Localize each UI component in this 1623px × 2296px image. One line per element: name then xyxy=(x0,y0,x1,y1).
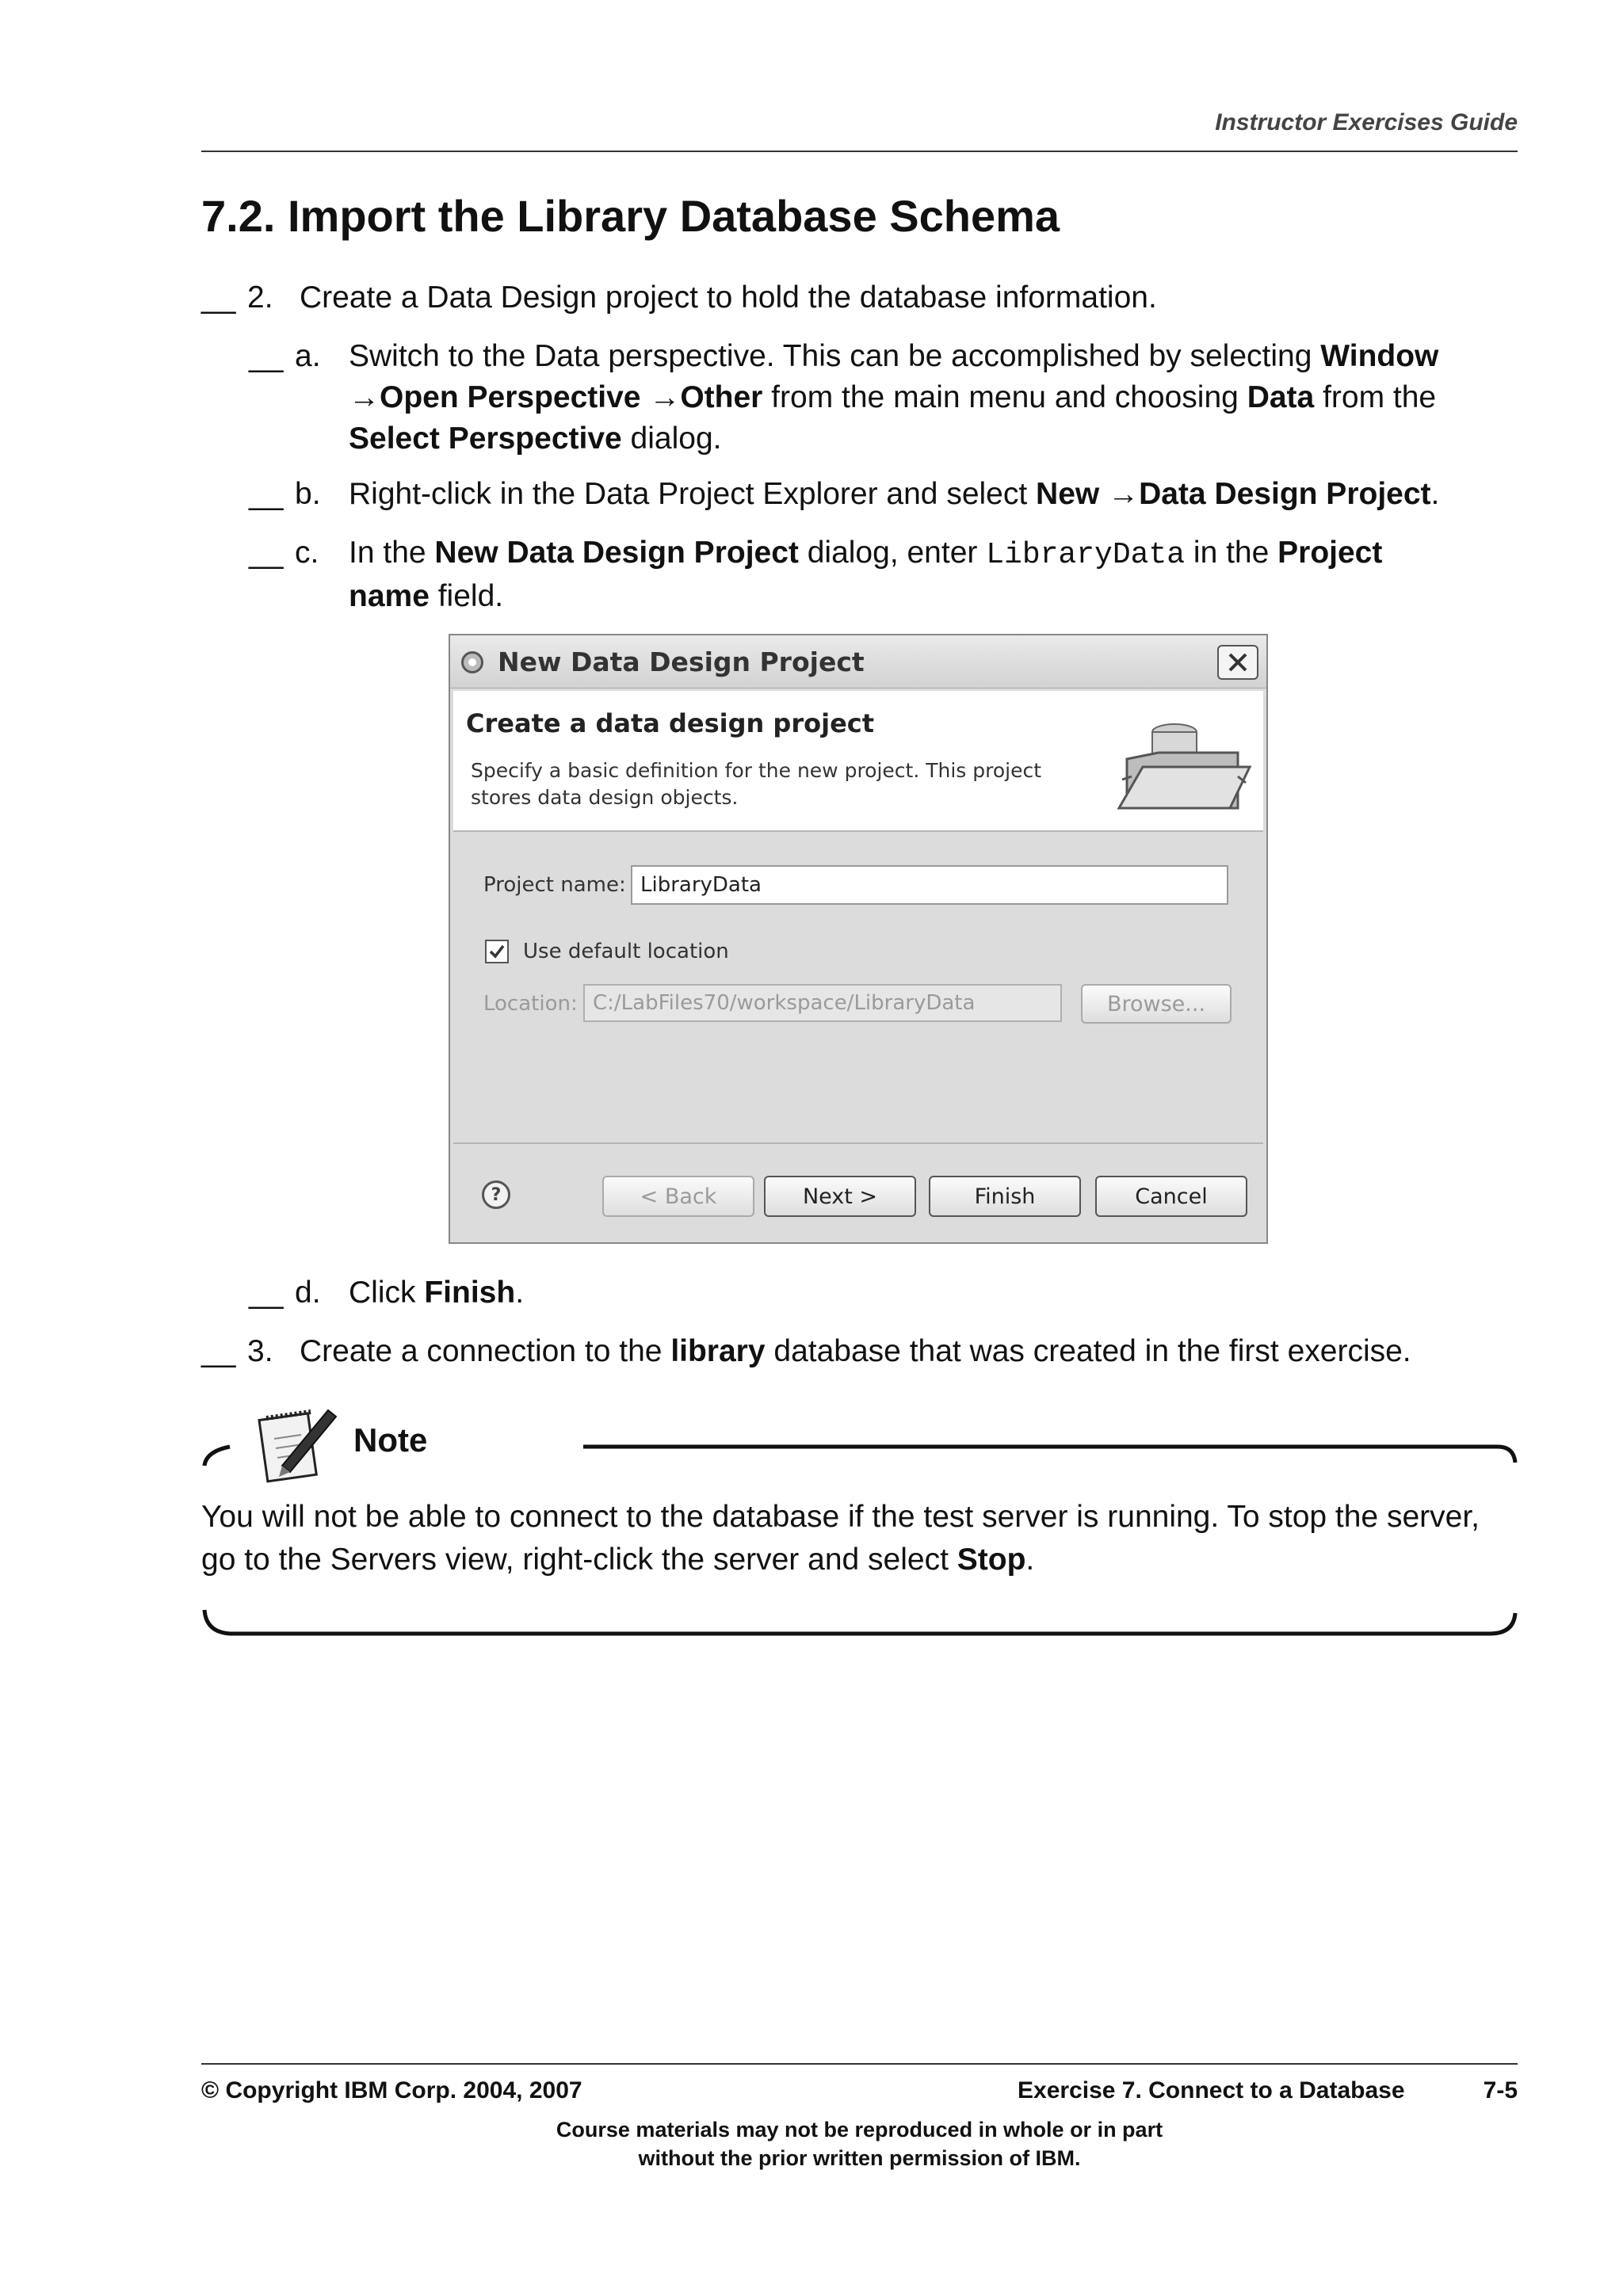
dialog-banner-description: Specify a basic definition for the new project. This project stores data design objects. xyxy=(471,759,1042,809)
dialog-app-icon xyxy=(461,651,483,673)
close-icon[interactable] xyxy=(1217,645,1258,680)
dialog-banner xyxy=(453,691,1263,832)
arrow-icon: → xyxy=(1108,477,1140,511)
dialog-footer-separator xyxy=(453,1142,1263,1144)
code-value: LibraryData xyxy=(986,538,1186,572)
note-label: Note xyxy=(353,1421,428,1459)
location-field[interactable]: C:/LabFiles70/workspace/LibraryData xyxy=(583,984,1062,1022)
header-rule xyxy=(201,151,1518,152)
step-text: Create a Data Design project to hold the database information. xyxy=(300,280,1157,315)
project-name-label: Project name: xyxy=(483,873,626,897)
checkmark-icon xyxy=(488,943,506,960)
checkoff-blank: __ xyxy=(249,339,284,373)
project-name-field[interactable]: LibraryData xyxy=(631,865,1228,905)
help-icon[interactable]: ? xyxy=(482,1180,510,1209)
use-default-location-label: Use default location xyxy=(523,940,729,963)
footer-rule xyxy=(201,2063,1518,2065)
footer-exercise-title: Exercise 7. Connect to a Database xyxy=(1018,2077,1405,2103)
step-text: Click Finish. xyxy=(349,1276,525,1310)
arrow-icon: → xyxy=(349,380,380,414)
footer-legal: Course materials may not be reproduced in whole or in part without the prior written permission of IBM. xyxy=(556,2118,1163,2170)
cancel-button[interactable]: Cancel xyxy=(1095,1176,1247,1217)
checkoff-blank: __ xyxy=(249,477,284,511)
dialog-title: New Data Design Project xyxy=(498,646,865,677)
section-title: 7.2. Import the Library Database Schema xyxy=(201,191,1060,241)
step-letter: b. xyxy=(295,477,321,511)
checkoff-blank: __ xyxy=(249,1276,284,1310)
back-button[interactable]: < Back xyxy=(602,1176,754,1217)
arrow-icon: → xyxy=(649,380,681,414)
footer-page-number: 7-5 xyxy=(1483,2077,1518,2103)
note-text: You will not be able to connect to the database if the test server is running. To stop the server, go to the Servers view, right-click the server and select Stop. xyxy=(201,1500,1480,1577)
open-folder-icon xyxy=(1111,704,1254,822)
browse-button[interactable]: Browse... xyxy=(1081,984,1232,1024)
step-text: Right-click in the Data Project Explorer and select New →Data Design Project. xyxy=(349,477,1440,511)
step-text: Switch to the Data perspective. This can be accomplished by selecting Window →Open Perspective →Other from the main menu and choosing Data from the Select Perspective dialog. xyxy=(349,339,1439,456)
checkoff-blank: __ xyxy=(201,1334,236,1368)
new-data-design-project-dialog xyxy=(449,634,1268,1244)
step-letter: d. xyxy=(295,1276,321,1310)
notepad-pen-icon xyxy=(255,1399,342,1486)
use-default-location-checkbox[interactable] xyxy=(485,940,509,963)
dialog-titlebar xyxy=(450,635,1266,688)
step-letter: c. xyxy=(295,536,319,570)
location-label: Location: xyxy=(483,992,578,1016)
step-number: 3. xyxy=(247,1334,273,1368)
step-number: 2. xyxy=(247,280,273,315)
footer-copyright: © Copyright IBM Corp. 2004, 2007 xyxy=(201,2077,582,2103)
step-text: Create a connection to the library database that was created in the first exercise. xyxy=(300,1334,1411,1368)
checkoff-blank: __ xyxy=(249,536,284,570)
step-letter: a. xyxy=(295,339,321,373)
finish-button[interactable]: Finish xyxy=(929,1176,1081,1217)
dialog-body xyxy=(453,833,1263,1141)
next-button[interactable]: Next > xyxy=(764,1176,916,1217)
checkoff-blank: __ xyxy=(201,280,236,315)
running-head: Instructor Exercises Guide xyxy=(1215,109,1518,135)
step-text: In the New Data Design Project dialog, enter LibraryData in the Project name field. xyxy=(349,536,1383,613)
dialog-banner-title: Create a data design project xyxy=(466,708,875,738)
